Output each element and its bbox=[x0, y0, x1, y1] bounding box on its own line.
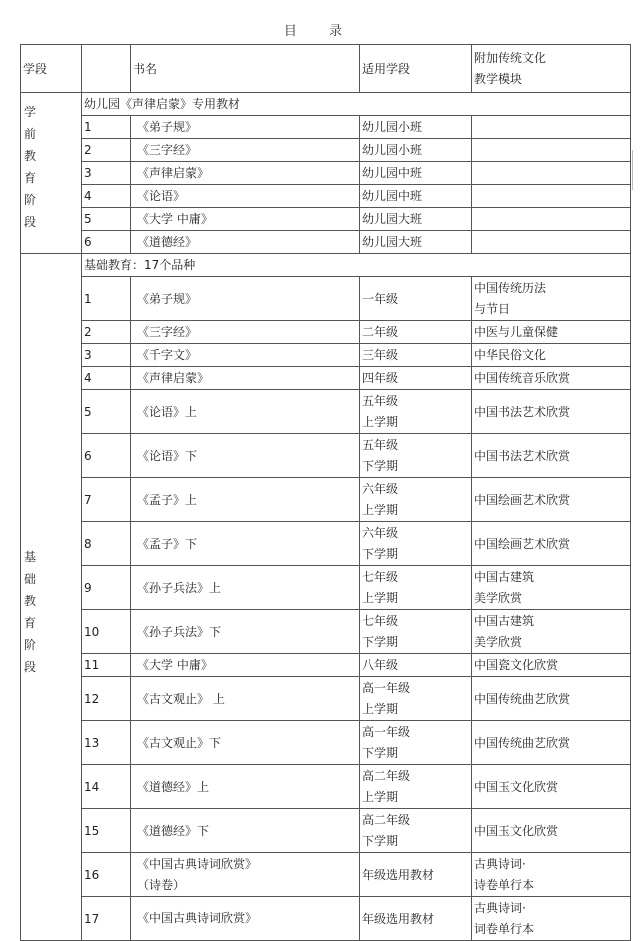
book-name: 《孙子兵法》上 bbox=[131, 566, 360, 610]
extra-module bbox=[472, 139, 631, 162]
extra-module: 中国传统曲艺欣赏 bbox=[472, 721, 631, 765]
header-number bbox=[82, 45, 131, 93]
book-name: 《道德经》下 bbox=[131, 809, 360, 853]
book-name: 《中国古典诗词欣赏》 （诗卷） bbox=[131, 853, 360, 897]
section-row-preschool bbox=[21, 93, 631, 116]
grade: 年级选用教材 bbox=[360, 853, 472, 897]
extra-module: 中国书法艺术欣赏 bbox=[472, 434, 631, 478]
extra-module: 中华民俗文化 bbox=[472, 344, 631, 367]
row-number: 10 bbox=[82, 610, 131, 654]
grade: 高一年级 上学期 bbox=[360, 677, 472, 721]
row-number: 9 bbox=[82, 566, 131, 610]
table-row bbox=[21, 185, 631, 208]
book-name: 《三字经》 bbox=[131, 139, 360, 162]
book-name: 《声律启蒙》 bbox=[131, 367, 360, 390]
grade: 八年级 bbox=[360, 654, 472, 677]
book-name: 《声律启蒙》 bbox=[131, 162, 360, 185]
book-name: 《三字经》 bbox=[131, 321, 360, 344]
row-number: 12 bbox=[82, 677, 131, 721]
table-row bbox=[21, 765, 631, 809]
table-row bbox=[21, 162, 631, 185]
book-name: 《弟子规》 bbox=[131, 277, 360, 321]
row-number: 13 bbox=[82, 721, 131, 765]
row-number: 1 bbox=[82, 277, 131, 321]
grade: 六年级 上学期 bbox=[360, 478, 472, 522]
grade: 幼儿园大班 bbox=[360, 231, 472, 254]
row-number: 7 bbox=[82, 478, 131, 522]
table-row bbox=[21, 344, 631, 367]
row-number: 14 bbox=[82, 765, 131, 809]
extra-module: 中国古建筑 美学欣赏 bbox=[472, 610, 631, 654]
table-row bbox=[21, 654, 631, 677]
row-number: 5 bbox=[82, 390, 131, 434]
stage-preschool: 学 前 教 育 阶 段 bbox=[21, 93, 82, 254]
row-number: 1 bbox=[82, 116, 131, 139]
grade: 幼儿园小班 bbox=[360, 139, 472, 162]
row-number: 16 bbox=[82, 853, 131, 897]
table-row bbox=[21, 434, 631, 478]
book-name: 《弟子规》 bbox=[131, 116, 360, 139]
table-row bbox=[21, 522, 631, 566]
table-row bbox=[21, 139, 631, 162]
grade: 四年级 bbox=[360, 367, 472, 390]
extra-module: 中国书法艺术欣赏 bbox=[472, 390, 631, 434]
row-number: 2 bbox=[82, 321, 131, 344]
extra-module: 中国绘画艺术欣赏 bbox=[472, 522, 631, 566]
extra-module: 中国传统音乐欣赏 bbox=[472, 367, 631, 390]
book-name: 《论语》 bbox=[131, 185, 360, 208]
grade: 高二年级 下学期 bbox=[360, 809, 472, 853]
grade: 五年级 上学期 bbox=[360, 390, 472, 434]
extra-module: 中国玉文化欣赏 bbox=[472, 765, 631, 809]
grade: 高一年级 下学期 bbox=[360, 721, 472, 765]
row-number: 4 bbox=[82, 185, 131, 208]
row-number: 2 bbox=[82, 139, 131, 162]
extra-module bbox=[472, 116, 631, 139]
table-row bbox=[21, 610, 631, 654]
grade: 三年级 bbox=[360, 344, 472, 367]
row-number: 15 bbox=[82, 809, 131, 853]
table-row bbox=[21, 809, 631, 853]
book-name: 《中国古典诗词欣赏》 bbox=[131, 897, 360, 941]
extra-module bbox=[472, 162, 631, 185]
table-row bbox=[21, 478, 631, 522]
book-name: 《论语》下 bbox=[131, 434, 360, 478]
grade: 六年级 下学期 bbox=[360, 522, 472, 566]
extra-module: 中国绘画艺术欣赏 bbox=[472, 478, 631, 522]
row-number: 6 bbox=[82, 231, 131, 254]
header-grade: 适用学段 bbox=[360, 45, 472, 93]
table-row bbox=[21, 721, 631, 765]
book-name: 《古文观止》 上 bbox=[131, 677, 360, 721]
grade: 七年级 下学期 bbox=[360, 610, 472, 654]
book-name: 《孙子兵法》下 bbox=[131, 610, 360, 654]
row-number: 17 bbox=[82, 897, 131, 941]
stage-basic: 基 础 教 育 阶 段 bbox=[21, 254, 82, 941]
extra-module: 古典诗词· 词卷单行本 bbox=[472, 897, 631, 941]
row-number: 11 bbox=[82, 654, 131, 677]
row-number: 5 bbox=[82, 208, 131, 231]
header-book-name: 书名 bbox=[131, 45, 360, 93]
grade: 幼儿园小班 bbox=[360, 116, 472, 139]
row-number: 6 bbox=[82, 434, 131, 478]
extra-module: 中国传统历法 与节日 bbox=[472, 277, 631, 321]
row-number: 4 bbox=[82, 367, 131, 390]
book-name: 《大学 中庸》 bbox=[131, 208, 360, 231]
extra-module: 中国瓷文化欣赏 bbox=[472, 654, 631, 677]
catalog-table bbox=[20, 44, 631, 941]
table-row bbox=[21, 853, 631, 897]
page-title: 目 录 bbox=[283, 24, 357, 39]
extra-module bbox=[472, 231, 631, 254]
table-row bbox=[21, 116, 631, 139]
extra-module: 中医与儿童保健 bbox=[472, 321, 631, 344]
grade: 七年级 上学期 bbox=[360, 566, 472, 610]
book-name: 《孟子》上 bbox=[131, 478, 360, 522]
header-extra-module: 附加传统文化 教学模块 bbox=[472, 45, 631, 93]
section-row-basic bbox=[21, 254, 631, 277]
page-edge-line bbox=[632, 150, 640, 190]
table-row bbox=[21, 390, 631, 434]
table-row bbox=[21, 208, 631, 231]
row-number: 3 bbox=[82, 162, 131, 185]
book-name: 《论语》上 bbox=[131, 390, 360, 434]
extra-module: 中国古建筑 美学欣赏 bbox=[472, 566, 631, 610]
book-name: 《孟子》下 bbox=[131, 522, 360, 566]
table-row bbox=[21, 277, 631, 321]
table-row bbox=[21, 566, 631, 610]
book-name: 《大学 中庸》 bbox=[131, 654, 360, 677]
extra-module: 中国传统曲艺欣赏 bbox=[472, 677, 631, 721]
table-row bbox=[21, 231, 631, 254]
table-row bbox=[21, 367, 631, 390]
row-number: 3 bbox=[82, 344, 131, 367]
grade: 幼儿园中班 bbox=[360, 162, 472, 185]
header-stage: 学段 bbox=[21, 45, 82, 93]
row-number: 8 bbox=[82, 522, 131, 566]
grade: 年级选用教材 bbox=[360, 897, 472, 941]
book-name: 《千字文》 bbox=[131, 344, 360, 367]
grade: 幼儿园大班 bbox=[360, 208, 472, 231]
extra-module: 古典诗词· 诗卷单行本 bbox=[472, 853, 631, 897]
table-row bbox=[21, 677, 631, 721]
book-name: 《道德经》上 bbox=[131, 765, 360, 809]
book-name: 《古文观止》下 bbox=[131, 721, 360, 765]
extra-module bbox=[472, 208, 631, 231]
section-title: 幼儿园《声律启蒙》专用教材 bbox=[82, 93, 631, 116]
extra-module bbox=[472, 185, 631, 208]
grade: 二年级 bbox=[360, 321, 472, 344]
grade: 幼儿园中班 bbox=[360, 185, 472, 208]
grade: 高二年级 上学期 bbox=[360, 765, 472, 809]
table-row bbox=[21, 321, 631, 344]
grade: 一年级 bbox=[360, 277, 472, 321]
book-name: 《道德经》 bbox=[131, 231, 360, 254]
table-row bbox=[21, 897, 631, 941]
extra-module: 中国玉文化欣赏 bbox=[472, 809, 631, 853]
header-row bbox=[21, 45, 631, 93]
grade: 五年级 下学期 bbox=[360, 434, 472, 478]
section-title: 基础教育：17个品种 bbox=[82, 254, 631, 277]
